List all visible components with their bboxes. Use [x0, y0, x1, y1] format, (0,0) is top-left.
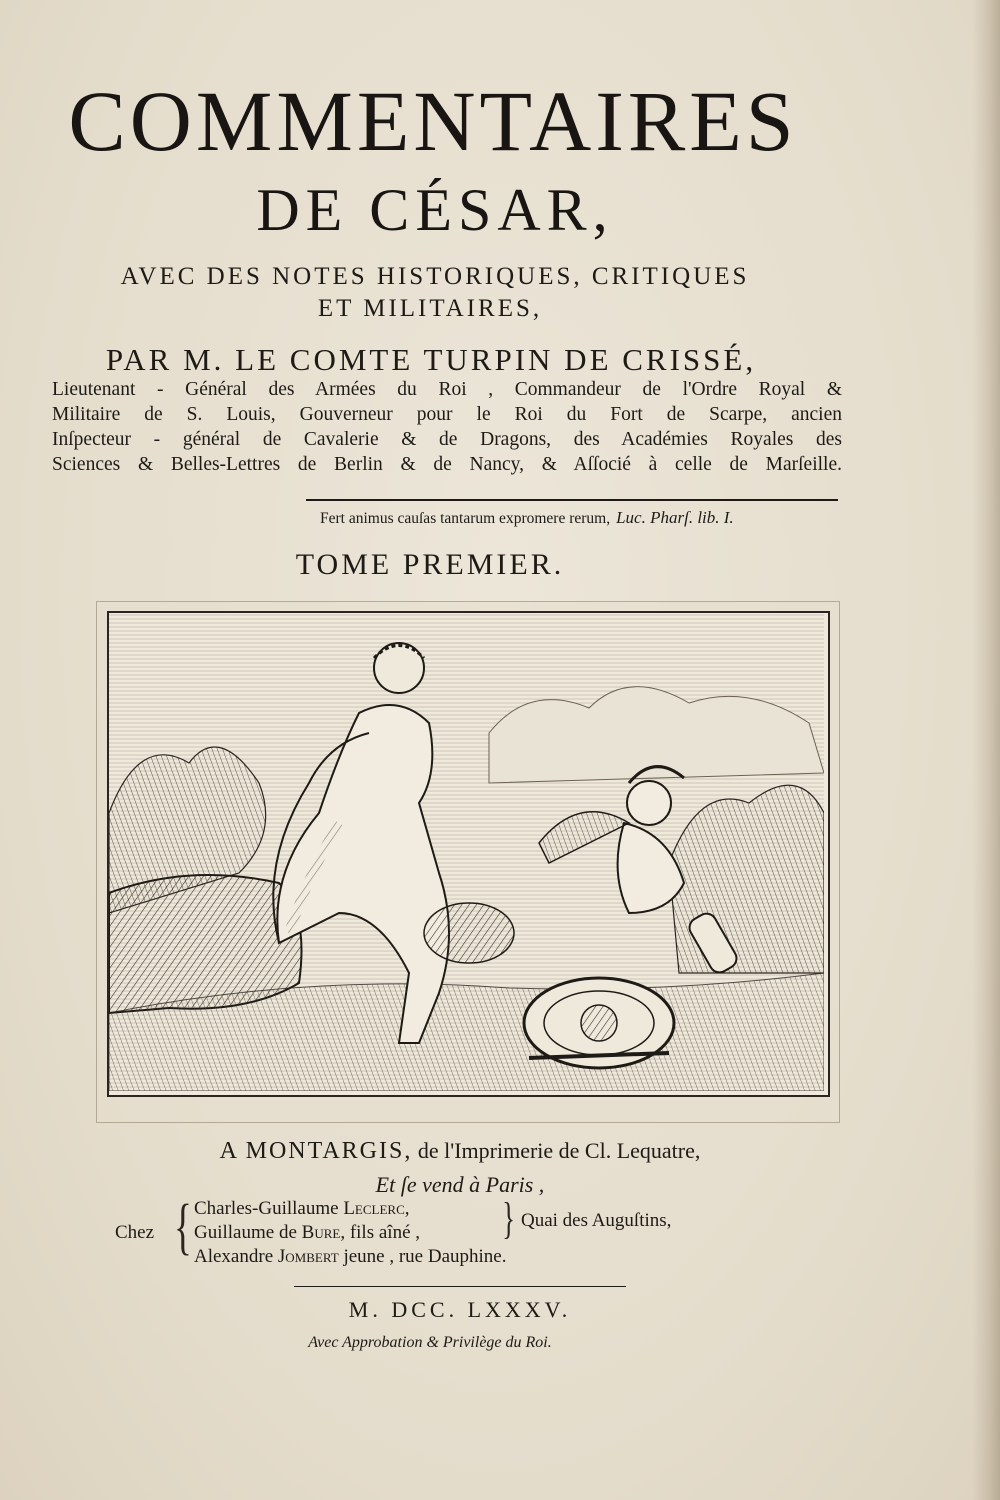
volume-title: TOME PREMIER. [295, 548, 565, 581]
epigraph [320, 508, 850, 528]
imprint-place [100, 1138, 820, 1165]
left-brace: { [173, 1193, 192, 1261]
chez-label: Chez [115, 1222, 155, 1243]
seller-line: Guillaume de Bure, fils aîné , [194, 1222, 421, 1243]
seller-line: Alexandre Jombert jeune , rue Dauphine. [194, 1246, 507, 1267]
epigraph-text: Fert animus cauſas tantarum expromere rerum, [320, 510, 611, 527]
sellers-list [194, 1194, 515, 1269]
publication-date: M. DCC. LXXXV. [348, 1297, 572, 1322]
seller-line: Charles-Guillaume Leclerc, [194, 1198, 410, 1219]
qualification-line: Inſpecteur - général de Cavalerie & de Dragons, des Académies Royales des [52, 429, 842, 450]
page-edge-shadow [972, 0, 1000, 1500]
imprint-printer: de l'Imprimerie de Cl. Lequatre, [417, 1138, 701, 1163]
epigraph-source: Luc. Pharſ. lib. I. [616, 508, 734, 527]
title-line-1: COMMENTAIRES [68, 73, 798, 169]
imprint-sold: Et ſe vend à Paris , [375, 1172, 545, 1197]
author-qualifications [52, 377, 842, 477]
author-line: PAR M. LE COMTE TURPIN DE CRISSÉ, [105, 342, 757, 377]
qualification-line: Sciences & Belles-Lettres de Berlin & de Nancy, & Aſſocié à celle de Marſeille. [52, 454, 842, 475]
imprint-city: A MONTARGIS, [219, 1138, 413, 1164]
divider-rule [294, 1286, 626, 1287]
subtitle-line-1: AVEC DES NOTES HISTORIQUES, CRITIQUES [120, 263, 750, 290]
title-line-2: DE CÉSAR, [256, 177, 614, 243]
qualification-line: Lieutenant - Général des Armées du Roi , Commandeur de l'Ordre Royal & [52, 379, 842, 400]
frontispiece-engraving [107, 611, 830, 1097]
subtitle-line-2: ET MILITAIRES, [317, 295, 543, 322]
quai-address: Quai des Auguſtins, [521, 1210, 672, 1231]
divider-rule [306, 499, 838, 501]
right-brace: } [502, 1194, 515, 1243]
approbation-line: Avec Approbation & Privilège du Roi. [308, 1334, 552, 1351]
qualification-line: Militaire de S. Louis, Gouverneur pour le Roi du Fort de Scarpe, ancien [52, 404, 842, 425]
